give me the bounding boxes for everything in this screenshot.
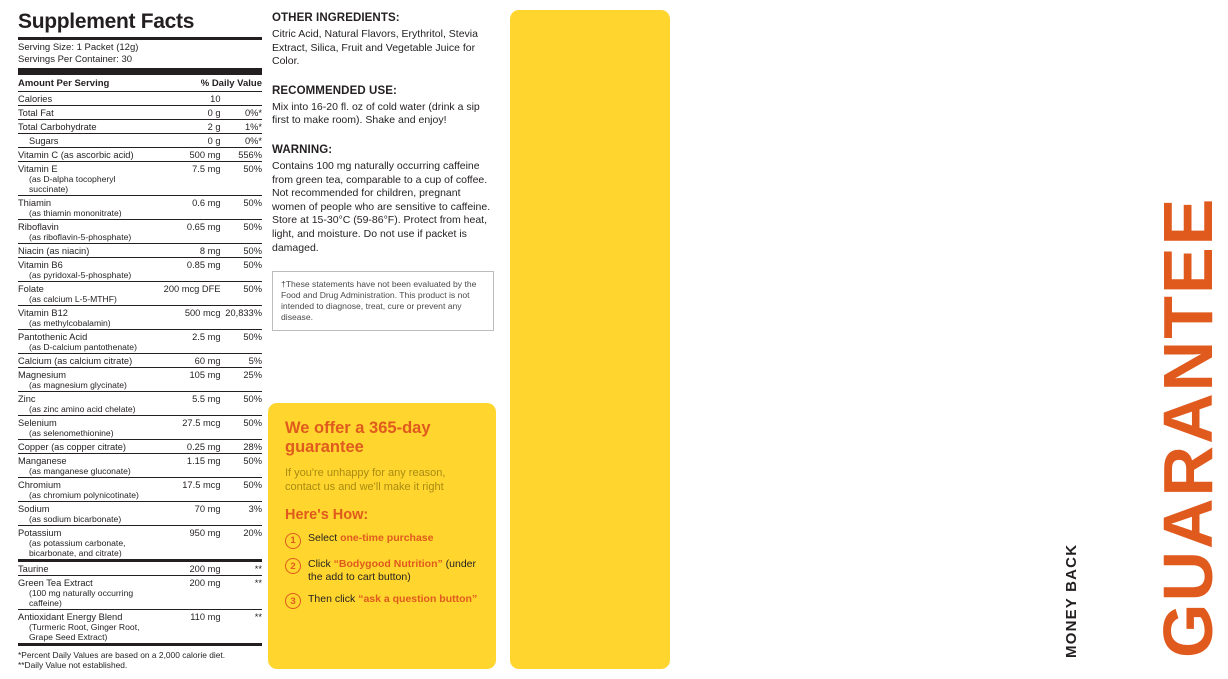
step-emphasis: one-time purchase [340,532,434,544]
step-number: 2 [285,558,301,574]
nutrient-name: Copper (as copper citrate) [18,440,155,454]
step-emphasis: “ask a question button” [358,592,478,605]
table-row [18,196,262,220]
nutrient-daily-value: 50% [221,478,262,502]
nutrient-source: (as calcium L-5-MTHF) [29,293,117,304]
nutrient-source: (as methylcobalamin) [29,317,111,328]
nutrient-amount: 0 g [155,134,221,148]
table-row [18,120,262,134]
guarantee-how-title: Here's How: [285,507,369,523]
nutrient-name: Sodium (as sodium bicarbonate) [18,502,155,526]
footnote-daily-value: *Percent Daily Values are based on a 2,000 calorie diet. [18,650,226,660]
nutrient-name: Green Tea Extract (100 mg naturally occurring caffeine) [18,576,155,610]
table-row [18,576,262,610]
nutrient-amount: 500 mcg [155,306,221,330]
nutrition-table [18,92,262,559]
nutrient-source: (as potassium carbonate, bicarbonate, and citrate) [29,537,126,558]
nutrient-amount: 200 mg [155,562,221,576]
money-back-word: MONEY BACK [1063,543,1080,658]
nutrient-source: (as sodium bicarbonate) [29,513,122,524]
table-row [18,244,262,258]
nutrient-daily-value: 50% [221,162,262,196]
nutrient-name: Manganese (as manganese gluconate) [18,454,155,478]
money-back-banner [510,10,1227,669]
nutrient-name: Folate (as calcium L-5-MTHF) [18,282,155,306]
nutrient-daily-value: ** [254,611,262,622]
nutrient-amount: 2 g [155,120,221,134]
servings-per-container: Servings Per Container: 30 [18,53,133,65]
step-text: Click “Bodygood Nutrition” (under the add to cart button) [308,557,477,583]
nutrient-daily-value: ** [221,576,262,610]
recommended-use-title: RECOMMENDED USE: [272,84,397,97]
nutrient-source: (as magnesium glycinate) [29,379,127,390]
nutrient-amount: 0.65 mg [155,220,221,244]
nutrient-name: Calories [18,92,155,106]
nutrient-amount: 17.5 mcg [155,478,221,502]
table-row [18,282,262,306]
nutrient-name: Potassium (as potassium carbonate, bicarbonate, and citrate) [18,526,155,560]
nutrient-source: (as pyridoxal-5-phosphate) [29,269,132,280]
other-ingredients-title: OTHER INGREDIENTS: [272,12,400,24]
nutrient-source: (as D-alpha tocopheryl succinate) [29,173,116,194]
nutrient-amount: 8 mg [155,244,221,258]
nutrient-amount: 200 mg [155,576,221,610]
nutrient-name: Calcium (as calcium citrate) [18,354,155,368]
nutrient-amount: 27.5 mcg [155,416,221,440]
step-text: Select one-time purchase [308,532,434,544]
step-number: 3 [285,593,301,609]
nutrient-daily-value: 25% [221,368,262,392]
nutrient-amount: 1.15 mg [155,454,221,478]
nutrient-source: (as selenomethionine) [29,427,114,438]
step-number: 1 [285,533,301,549]
table-row [18,502,262,526]
nutrient-daily-value: 50% [221,196,262,220]
guarantee-subtext: If you're unhappy for any reason, contact us and we'll make it right [285,467,446,493]
nutrient-amount: 10 [155,92,221,106]
serving-info [18,40,262,68]
table-row [18,478,262,502]
serving-size: Serving Size: 1 Packet (12g) [18,42,139,53]
nutrient-amount: 950 mg [189,527,221,538]
warning-title: WARNING: [272,143,333,156]
nutrient-daily-value: 20% [243,527,262,538]
recommended-use-text: Mix into 16-20 fl. oz of cold water (drink a sip first to make room). Shake and enjoy! [272,100,480,127]
other-ingredients-text: Citric Acid, Natural Flavors, Erythritol, Stevia Extract, Silica, Fruit and Vegetable Juice for Color. [272,28,478,68]
page-title: Supplement Facts [18,10,195,33]
table-row [18,368,262,392]
nutrient-name: Niacin (as niacin) [18,244,155,258]
table-row [18,416,262,440]
nutrient-name: Magnesium (as magnesium glycinate) [18,368,155,392]
nutrient-amount: 5.5 mg [155,392,221,416]
nutrient-amount: 200 mcg DFE [155,282,221,306]
nutrient-daily-value: 556% [221,148,262,162]
nutrient-name: Thiamin (as thiamin mononitrate) [18,196,155,220]
nutrient-source: (as zinc amino acid chelate) [29,403,136,414]
nutrient-daily-value: 50% [221,220,262,244]
nutrient-daily-value: 0%* [221,106,262,120]
table-row [18,134,262,148]
nutrient-daily-value: 5% [221,354,262,368]
nutrient-name: Vitamin B6 (as pyridoxal-5-phosphate) [18,258,155,282]
footnotes [18,646,262,670]
nutrient-daily-value: 20,833% [221,306,262,330]
table-row [18,610,262,644]
nutrient-name: Total Carbohydrate [18,120,155,134]
nutrient-name: Antioxidant Energy Blend (Turmeric Root, Ginger Root, Grape Seed Extract) [18,610,155,644]
table-row [18,354,262,368]
table-row [18,454,262,478]
nutrient-source: (as thiamin mononitrate) [29,207,122,218]
nutrient-daily-value: 0%* [221,134,262,148]
nutrient-daily-value: 50% [221,392,262,416]
nutrient-source: (as riboflavin-5-phosphate) [29,231,132,242]
nutrient-source: (as manganese gluconate) [29,465,131,476]
table-row [18,258,262,282]
footnote-not-established: **Daily Value not established. [18,660,128,670]
nutrient-name: Total Fat [18,106,155,120]
nutrient-source: (Turmeric Root, Ginger Root, Grape Seed Extract) [29,621,140,642]
step-emphasis: “Bodygood Nutrition” [333,557,443,570]
nutrient-name: Vitamin E (as D-alpha tocopheryl succinate) [18,162,155,196]
table-row [18,330,262,354]
nutrient-amount: 110 mg [190,611,221,622]
nutrient-amount: 0.6 mg [155,196,221,220]
table-row [18,440,262,454]
table-row [18,306,262,330]
nutrient-daily-value: 50% [221,282,262,306]
guarantee-card [268,403,496,669]
fda-disclaimer: †These statements have not been evaluated by the Food and Drug Administration. This product is not intended to diagnose, treat, cure or prevent any disease. [272,271,494,331]
warning-text: Contains 100 mg naturally occurring caffeine from green tea, comparable to a cup of coffee. Not recommended for children, pregnant women of people who are sensitive to caffeine. Store at 15-30°C (59-86°F). Protect from heat, light, and moisture. Do not use if packet is damaged. [272,159,491,254]
nutrient-name: Vitamin B12 (as methylcobalamin) [18,306,155,330]
daily-value-header: % Daily Value [200,78,262,89]
nutrient-name: Zinc (as zinc amino acid chelate) [18,392,155,416]
nutrient-daily-value: 28% [221,440,262,454]
nutrient-source: (as D-calcium pantothenate) [29,341,137,352]
table-row [18,220,262,244]
table-row [18,92,262,106]
nutrient-daily-value: 50% [221,258,262,282]
nutrient-name: Chromium (as chromium polynicotinate) [18,478,155,502]
nutrient-amount: 0.25 mg [155,440,221,454]
list-item [285,558,479,584]
amount-per-serving-header: Amount Per Serving [18,78,110,89]
table-header [18,75,262,91]
nutrient-name: Taurine [18,562,155,576]
table-row [18,392,262,416]
info-column [272,12,494,331]
nutrient-amount: 0.85 mg [155,258,221,282]
nutrient-amount: 105 mg [155,368,221,392]
nutrient-amount: 500 mg [155,148,221,162]
nutrient-amount: 7.5 mg [155,162,221,196]
nutrient-daily-value: 50% [221,454,262,478]
guarantee-word: GUARANTEE [1149,196,1227,658]
nutrient-name: Vitamin C (as ascorbic acid) [18,148,155,162]
divider [18,68,262,75]
table-row [18,106,262,120]
guarantee-heading: We offer a 365-day guarantee [285,419,431,456]
nutrient-daily-value: 50% [221,244,262,258]
guarantee-steps [285,532,479,609]
step-text: Then click “ask a question button” [308,592,478,605]
nutrient-amount: 60 mg [155,354,221,368]
nutrition-table-secondary [18,562,262,643]
nutrient-amount: 0 g [155,106,221,120]
nutrient-daily-value: ** [221,562,262,576]
nutrient-source: (as chromium polynicotinate) [29,489,139,500]
nutrient-daily-value: 1%* [221,120,262,134]
supplement-facts-panel [18,10,262,670]
nutrient-daily-value: 3% [221,502,262,526]
nutrient-amount: 70 mg [155,502,221,526]
table-row [18,562,262,576]
nutrient-daily-value: 50% [221,416,262,440]
nutrient-name: Selenium (as selenomethionine) [18,416,155,440]
nutrient-name: Sugars [18,134,155,148]
nutrient-daily-value [221,92,262,106]
nutrient-amount: 2.5 mg [155,330,221,354]
list-item [285,593,479,610]
list-item [285,532,479,549]
nutrient-source: (100 mg naturally occurring caffeine) [29,587,134,608]
table-row [18,526,262,560]
nutrient-daily-value: 50% [221,330,262,354]
nutrient-name: Pantothenic Acid (as D-calcium pantothenate) [18,330,155,354]
nutrient-name: Riboflavin (as riboflavin-5-phosphate) [18,220,155,244]
table-row [18,148,262,162]
table-row [18,162,262,196]
